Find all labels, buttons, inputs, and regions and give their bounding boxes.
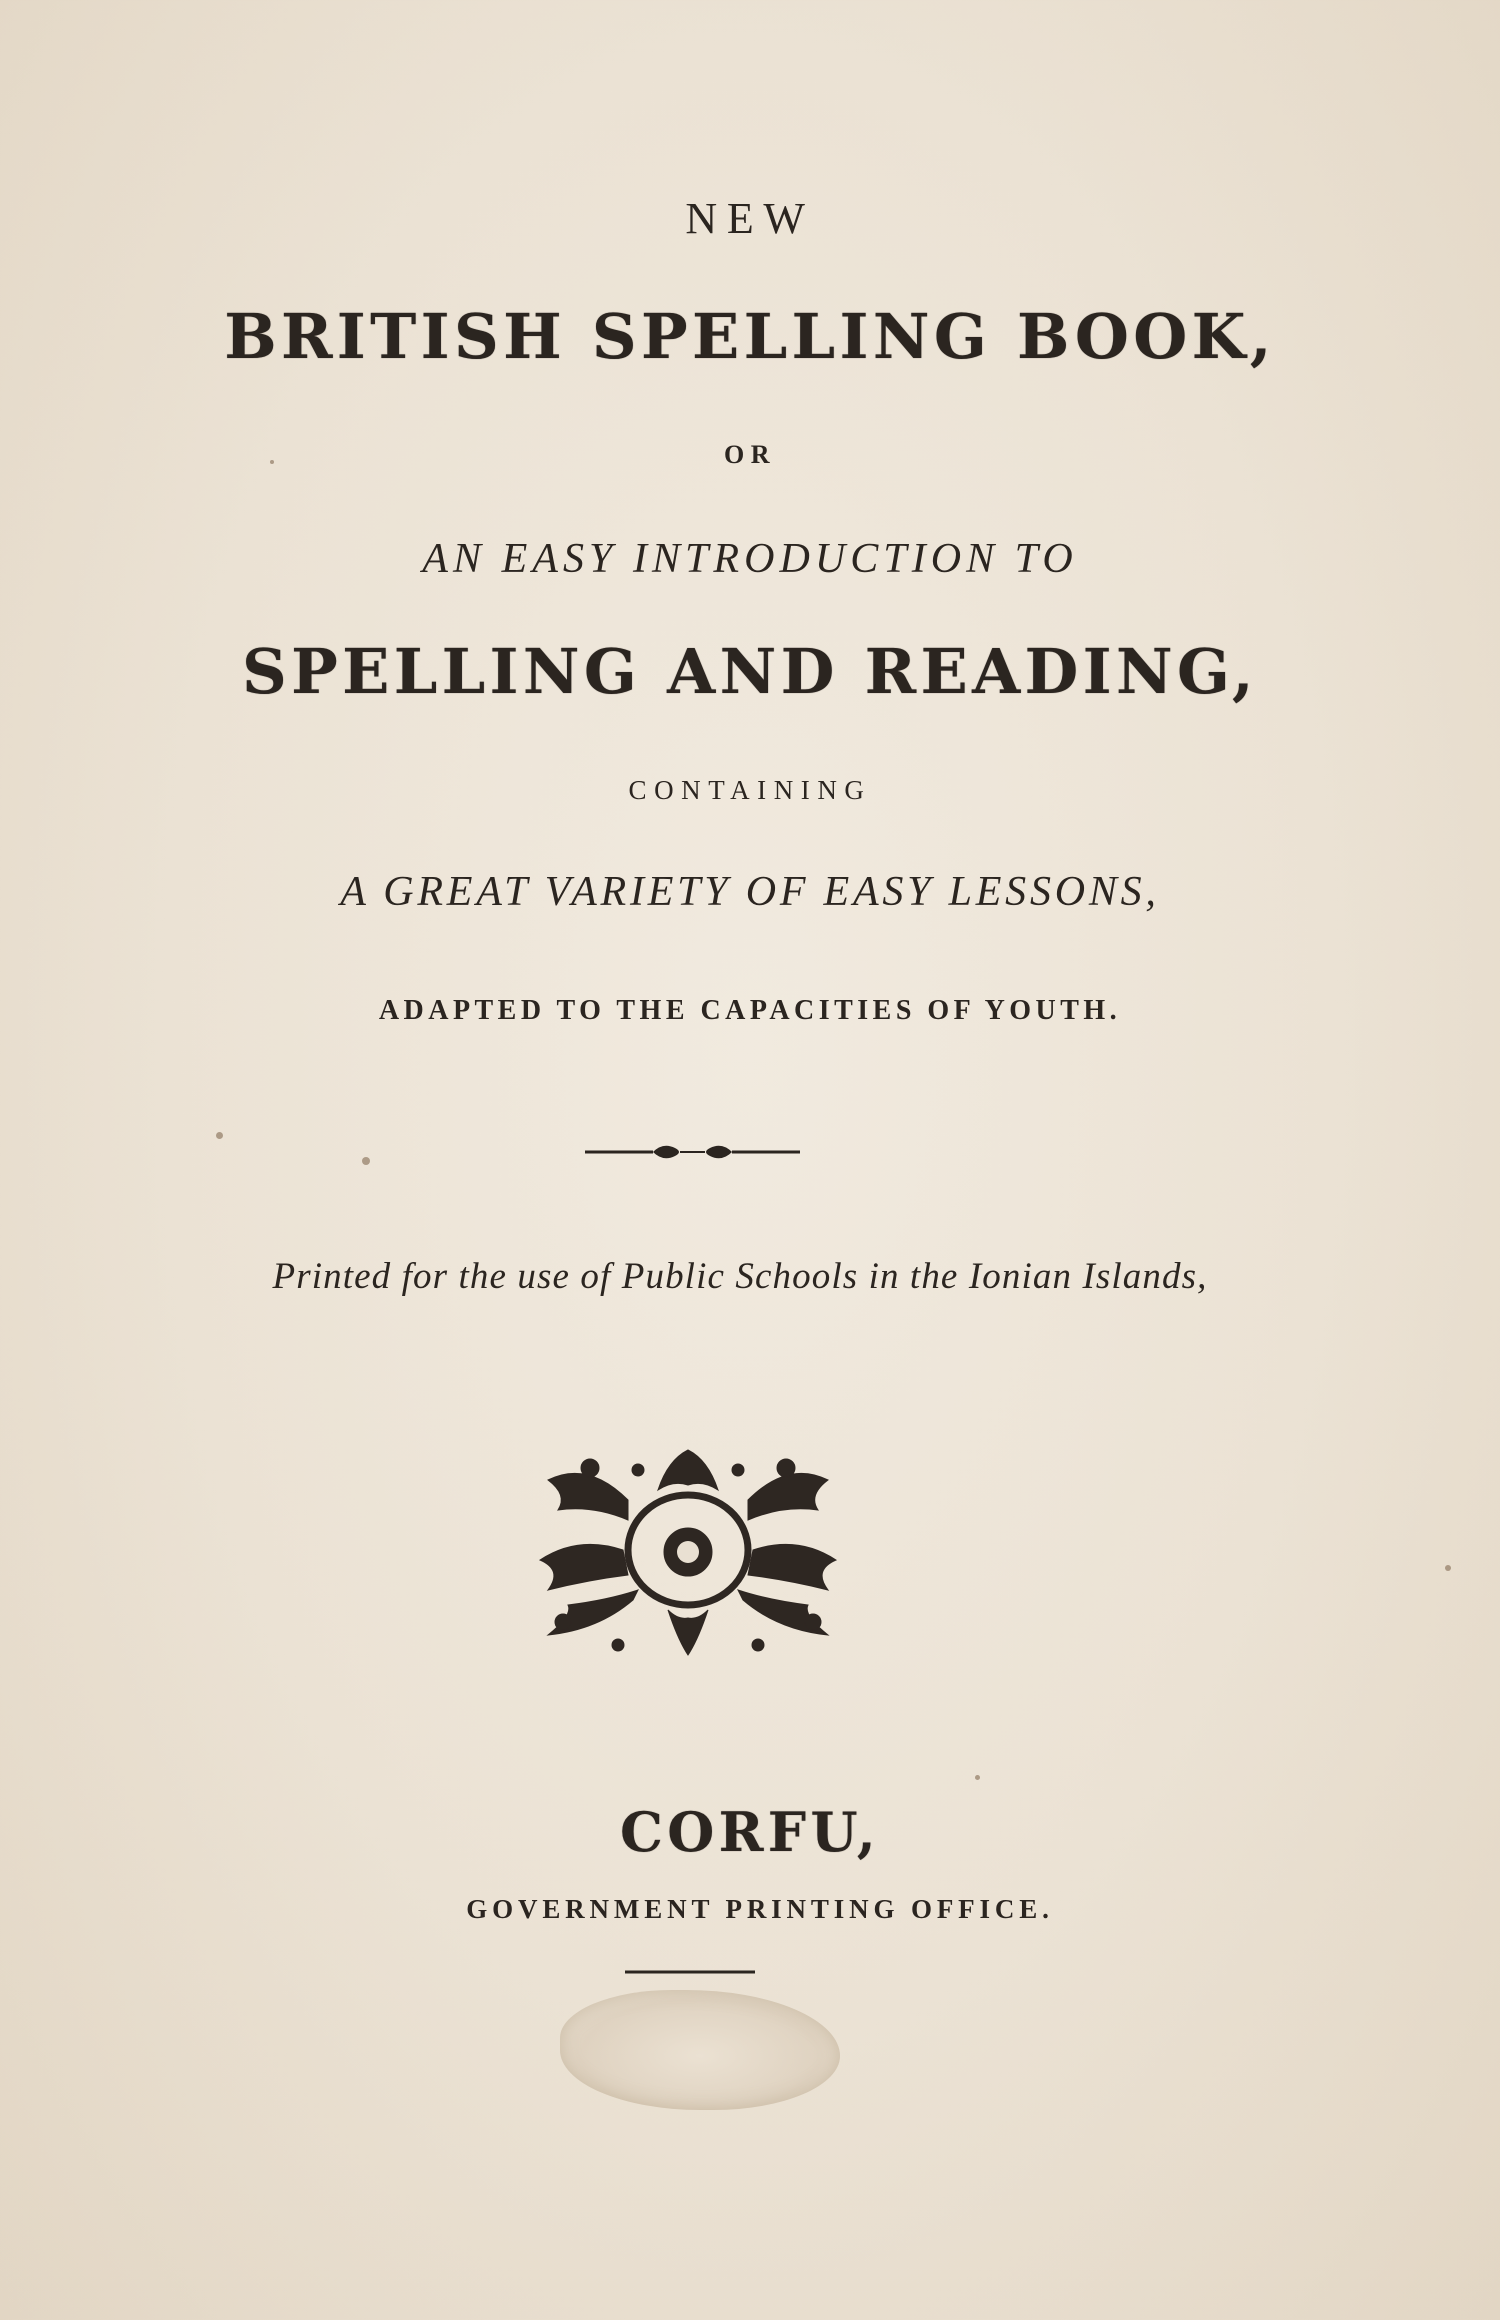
main-title: BRITISH SPELLING BOOK, [224,300,1276,373]
paper-speck [216,1132,223,1139]
title-line-new: NEW [685,194,815,243]
plain-rule-ornament [625,1968,755,1976]
city-line: CORFU, [619,1800,881,1864]
floral-vignette-ornament [528,1440,848,1660]
printed-for-line: Printed for the use of Public Schools in the Ionian Islands, [272,1256,1208,1297]
containing-line: CONTAINING [628,775,872,805]
paper-speck [362,1157,370,1165]
printer-line: GOVERNMENT PRINTING OFFICE. [466,1894,1054,1924]
paper-speck [975,1775,980,1780]
paper-speck [1445,1565,1451,1571]
adapted-line: ADAPTED TO THE CAPACITIES OF YOUTH. [378,995,1122,1026]
subtitle: SPELLING AND READING, [242,635,1258,708]
variety-line: A GREAT VARIETY OF EASY LESSONS, [340,869,1160,915]
intro-line: AN EASY INTRODUCTION TO [422,536,1078,582]
paper-stain [560,1990,840,2110]
title-or: OR [724,440,776,469]
double-leaf-rule-ornament [585,1138,800,1166]
